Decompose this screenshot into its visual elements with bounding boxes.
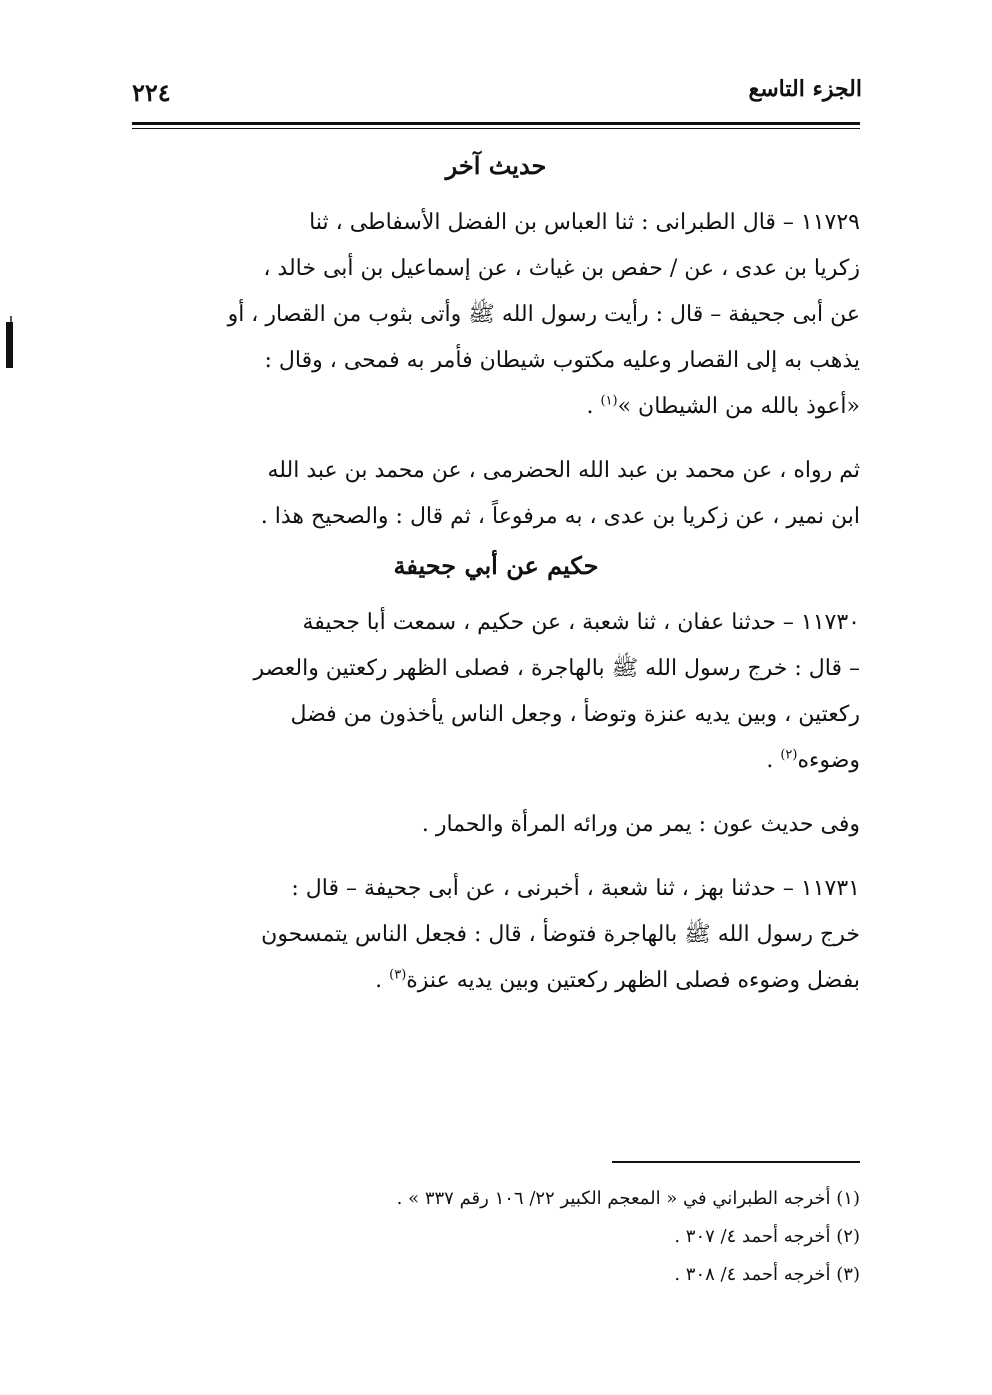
footnote-marker: (٢)	[780, 747, 798, 763]
text-fragment: بفضل وضوءه فصلى الظهر ركعتين وبين يديه عنزة	[406, 968, 860, 993]
header-rule	[132, 122, 860, 125]
text-line: يذهب به إلى القصار وعليه مكتوب شيطان فأمر به فمحى ، وقال :	[264, 348, 860, 373]
footnote-separator	[612, 1161, 860, 1163]
text-line	[132, 738, 860, 784]
text-line: – قال : خرج رسول الله ﷺ بالهاجرة ، فصلى الظهر ركعتين والعصر	[253, 656, 860, 681]
text-fragment: .	[375, 968, 390, 993]
paragraph-awn	[132, 802, 860, 848]
text-fragment: .	[586, 394, 601, 419]
text-line	[132, 384, 860, 430]
text-line: ١١٧٣٠ – حدثنا عفان ، ثنا شعبة ، عن حكيم ، سمعت أبا جحيفة	[302, 610, 860, 635]
text-line: زكريا بن عدى ، عن / حفص بن غياث ، عن إسماعيل بن أبى خالد ،	[263, 256, 860, 281]
section-heading: حديث آخر	[445, 151, 547, 180]
text-line: ١١٧٢٩ – قال الطبرانى : ثنا العباس بن الفضل الأسفاطى ، ثنا	[309, 210, 860, 235]
paragraph-riwayah	[132, 448, 860, 540]
hadith-11729	[132, 200, 860, 430]
text-fragment: وضوءه	[797, 748, 860, 773]
text-line: خرج رسول الله ﷺ بالهاجرة فتوضأ ، قال : فجعل الناس يتمسحون	[261, 922, 860, 947]
text-fragment: .	[766, 748, 781, 773]
running-title: الجزء التاسع	[748, 76, 862, 102]
header-rule-thin	[132, 128, 860, 129]
text-line: ركعتين ، وبين يديه عنزة وتوضأ ، وجعل الناس يأخذون من فضل	[290, 702, 860, 727]
hadith-11731	[132, 866, 860, 1004]
text-fragment: «أعوذ بالله من الشيطان »	[617, 394, 860, 419]
page-body	[132, 140, 860, 1004]
footnote-marker: (١)	[600, 393, 618, 409]
page-header	[132, 74, 862, 118]
footnote: (٣) أخرجه أحمد ٤/ ٣٠٨ .	[674, 1264, 860, 1285]
text-line: ثم رواه ، عن محمد بن عبد الله الحضرمى ، عن محمد بن عبد الله	[267, 458, 860, 483]
text-line: ابن نمير ، عن زكريا بن عدى ، به مرفوعاً ، ثم قال : والصحيح هذا .	[260, 504, 860, 529]
footnote: (٢) أخرجه أحمد ٤/ ٣٠٧ .	[674, 1226, 860, 1247]
text-line: وفى حديث عون : يمر من ورائه المرأة والحمار .	[421, 812, 860, 837]
page-number: ٢٢٤	[132, 78, 171, 107]
text-line: عن أبى جحيفة – قال : رأيت رسول الله ﷺ وأتى بثوب من القصار ، أو	[227, 302, 860, 327]
hadith-11730	[132, 600, 860, 784]
text-line: ١١٧٣١ – حدثنا بهز ، ثنا شعبة ، أخبرنى ، عن أبى جحيفة – قال :	[291, 876, 860, 901]
footnote: (١) أخرجه الطبراني في « المعجم الكبير ٢٢/ ١٠٦ رقم ٣٣٧ » .	[396, 1188, 860, 1209]
section-heading: حكيم عن أبي جحيفة	[393, 551, 599, 580]
footnote-marker: (٣)	[389, 967, 407, 983]
footnotes	[132, 1180, 860, 1294]
text-line	[132, 958, 860, 1004]
scan-mark-bar	[6, 322, 13, 368]
